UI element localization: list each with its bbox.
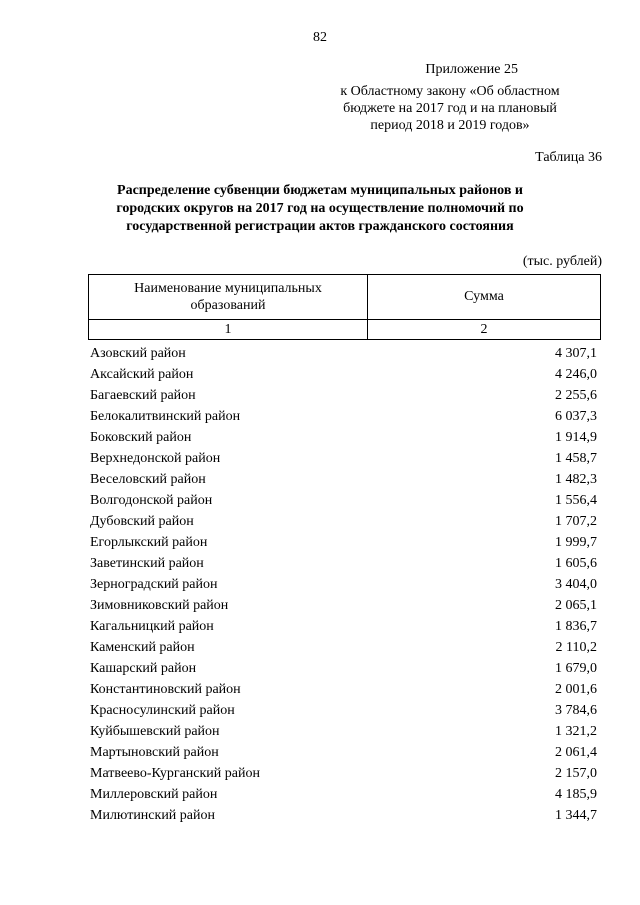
table-row: [90, 511, 597, 532]
row-name: Куйбышевский район: [90, 724, 220, 739]
row-value: 1 321,2: [555, 724, 597, 739]
row-value: 1 999,7: [555, 535, 597, 550]
table-row: [90, 490, 597, 511]
row-value: 1 482,3: [555, 472, 597, 487]
row-name: Зимовниковский район: [90, 598, 229, 613]
row-value: 2 157,0: [555, 766, 597, 781]
row-name: Милютинский район: [90, 808, 216, 823]
row-name: Зерноградский район: [90, 577, 218, 592]
document-title-line-3: государственной регистрации актов гражданского состояния: [126, 219, 514, 234]
row-value: 1 707,2: [555, 514, 597, 529]
document-title: [80, 182, 560, 236]
table-row: [90, 742, 597, 763]
column-index-2: 2: [368, 320, 601, 340]
table-row: [90, 595, 597, 616]
appendix-line-1: к Областному закону «Об областном: [340, 84, 560, 99]
row-name: Мартыновский район: [90, 745, 219, 760]
document-title-line-1: Распределение субвенции бюджетам муниципальных районов и: [117, 183, 523, 198]
row-value: 1 344,7: [555, 808, 597, 823]
row-value: 1 605,6: [555, 556, 597, 571]
table-row: [90, 721, 597, 742]
column-header-name: [89, 275, 368, 320]
row-value: 4 246,0: [555, 367, 597, 382]
table-row: [90, 385, 597, 406]
row-value: 2 061,4: [555, 745, 597, 760]
row-name: Константиновский район: [90, 682, 241, 697]
units-label: (тыс. рублей): [522, 254, 602, 269]
table-row: [90, 763, 597, 784]
table-row: [90, 616, 597, 637]
column-index-1: 1: [89, 320, 368, 340]
row-value: 1 836,7: [555, 619, 597, 634]
table-row: [90, 805, 597, 826]
row-name: Миллеровский район: [90, 787, 218, 802]
table-row: [90, 679, 597, 700]
table-row: [90, 784, 597, 805]
table-row: [90, 553, 597, 574]
row-value: 2 065,1: [555, 598, 597, 613]
row-name: Красносулинский район: [90, 703, 235, 718]
table-row: [90, 532, 597, 553]
appendix-line-2: бюджете на 2017 год и на плановый: [343, 101, 557, 116]
row-value: 1 914,9: [555, 430, 597, 445]
table-row: [90, 448, 597, 469]
row-value: 1 556,4: [555, 493, 597, 508]
row-value: 4 185,9: [555, 787, 597, 802]
table-row: [90, 469, 597, 490]
appendix-line-3: период 2018 и 2019 годов»: [370, 118, 530, 133]
row-value: 6 037,3: [555, 409, 597, 424]
column-header-name-line-2: образований: [190, 298, 266, 313]
row-name: Багаевский район: [90, 388, 196, 403]
row-value: 1 679,0: [555, 661, 597, 676]
table-body: [90, 343, 597, 826]
row-value: 1 458,7: [555, 451, 597, 466]
column-header-name-line-1: Наименование муниципальных: [134, 281, 322, 296]
table-label: Таблица 36: [535, 150, 602, 165]
row-name: Каменский район: [90, 640, 195, 655]
table-row: [90, 574, 597, 595]
row-value: 3 784,6: [555, 703, 597, 718]
row-name: Белокалитвинский район: [90, 409, 241, 424]
row-name: Кашарский район: [90, 661, 197, 676]
row-value: 3 404,0: [555, 577, 597, 592]
table-row: [90, 637, 597, 658]
row-name: Дубовский район: [90, 514, 194, 529]
row-value: 2 255,6: [555, 388, 597, 403]
table-row: [90, 658, 597, 679]
row-name: Кагальницкий район: [90, 619, 214, 634]
row-name: Матвеево-Курганский район: [90, 766, 260, 781]
table-row: [90, 427, 597, 448]
row-name: Заветинский район: [90, 556, 204, 571]
appendix-title: Приложение 25: [425, 62, 518, 77]
table-row: [90, 343, 597, 364]
page-number: 82: [313, 30, 327, 45]
column-header-sum: Сумма: [368, 275, 601, 320]
table-row: [90, 406, 597, 427]
table-header: [88, 274, 601, 340]
document-title-line-2: городских округов на 2017 год на осуществление полномочий по: [116, 201, 524, 216]
row-value: 2 001,6: [555, 682, 597, 697]
row-name: Волгодонской район: [90, 493, 213, 508]
table-row: [90, 364, 597, 385]
row-name: Веселовский район: [90, 472, 206, 487]
row-name: Верхнедонской район: [90, 451, 221, 466]
row-name: Боковский район: [90, 430, 192, 445]
row-name: Егорлыкский район: [90, 535, 208, 550]
table-row: [90, 700, 597, 721]
row-name: Аксайский район: [90, 367, 194, 382]
row-name: Азовский район: [90, 346, 186, 361]
row-value: 4 307,1: [555, 346, 597, 361]
row-value: 2 110,2: [555, 640, 597, 655]
